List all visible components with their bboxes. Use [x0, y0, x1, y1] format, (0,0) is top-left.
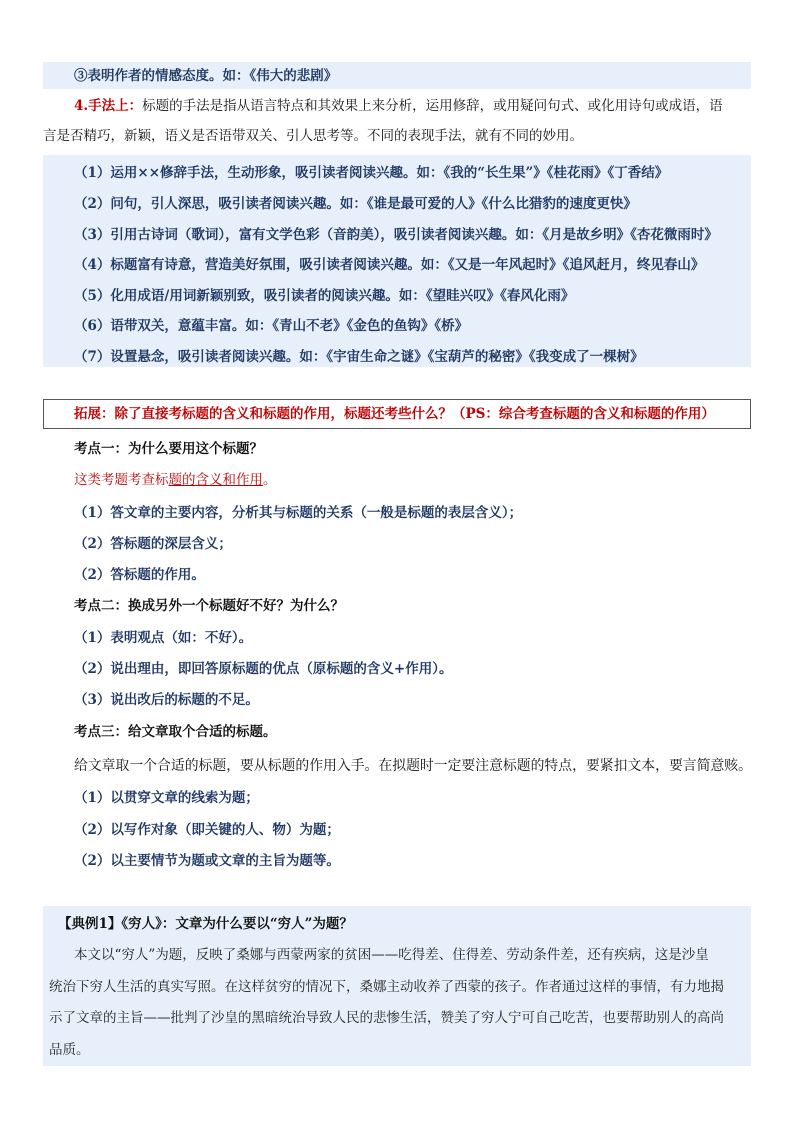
point1-item-1: （1）答文章的主要内容，分析其与标题的关系（一般是标题的表层含义）； — [74, 505, 523, 521]
point1-item-2: （2）答标题的深层含义； — [74, 536, 232, 552]
point2-item-1: （1）表明观点（如：不好）。 — [74, 630, 253, 646]
point3-item-1: （1）以贯穿文章的线索为题； — [74, 790, 259, 806]
section4-line1 — [74, 96, 723, 116]
point1-item-3: （2）答标题的作用。 — [74, 567, 205, 583]
technique-item-3: （3）引用古诗词（歌词），富有文学色彩（音韵美），吸引读者阅读兴趣。如：《月是故乡明》《杏花微雨时》 — [74, 227, 718, 243]
example-title: 【典例1】《穷人》：文章为什么要以“穷人”为题？ — [58, 916, 353, 932]
point2-title: 考点二：换成另外一个标题好不好？为什么？ — [74, 598, 344, 614]
technique-item-5: （5）化用成语/用词新颖别致，吸引读者的阅读兴趣。如：《望眭兴叹》《春风化雨》 — [74, 288, 575, 304]
point1-note — [74, 470, 277, 490]
technique-item-1: （1）运用××修辞手法，生动形象，吸引读者阅读兴趣。如：《我的“长生果”》《桂花雨》《丁香结》 — [74, 165, 669, 181]
section4-text-line1: 标题的手法是指从语言特点和其效果上来分析，运用修辞，或用疑问句式、或化用诗句或成语，语 — [142, 98, 723, 114]
technique-item-6: （6）语带双关，意蕴丰富。如：《青山不老》《金色的鱼钩》《桥》 — [74, 318, 469, 334]
item3-text: ③表明作者的情感态度。如：《伟大的悲剧》 — [74, 68, 338, 84]
technique-item-7: （7）设置悬念，吸引读者阅读兴趣。如：《宇宙生命之谜》《宝葫芦的秘密》《我变成了一棵树》 — [74, 349, 644, 365]
point3-desc: 给文章取一个合适的标题，要从标题的作用入手。在拟题时一定要注意标题的特点，要紧扣文本，要言简意赅。 — [74, 758, 752, 774]
point2-item-2: （2）说出理由，即回答原标题的优点（原标题的含义+作用）。 — [74, 661, 453, 677]
point1-note-prefix: 这类考题考查标 — [74, 472, 169, 488]
point1-note-underlined: 题的含义和作用 — [168, 472, 263, 488]
section4-text-line2: 言是否精巧，新颖，语义是否语带双关、引人思考等。不同的表现手法，就有不同的妙用。 — [43, 128, 583, 144]
point3-item-3: （2）以主要情节为题或文章的主旨为题等。 — [74, 853, 340, 869]
section4-label: 4.手法上： — [74, 98, 143, 114]
example-line-2: 统治下穷人生活的真实写照。在这样贫穷的情况下，桑娜主动收养了西蒙的孩子。作者通过这样的事情，有力地揭 — [49, 979, 724, 995]
point1-title: 考点一：为什么要用这个标题？ — [74, 441, 263, 457]
technique-item-2: （2）问句，引人深思，吸引读者阅读兴趣。如：《谁是最可爱的人》《什么比猎豹的速度更快》 — [74, 196, 637, 212]
example-line-4: 品质。 — [49, 1042, 90, 1058]
example-line-3: 示了文章的主旨——批判了沙皇的黑暗统治导致人民的悲惨生活，赞美了穷人宁可自己吃苦，也要帮助别人的高尚 — [49, 1010, 724, 1026]
extension-text: 拓展：除了直接考标题的含义和标题的作用，标题还考些什么？（PS：综合考查标题的含义和标题的作用） — [74, 406, 715, 422]
technique-item-4: （4）标题富有诗意，营造美好氛围，吸引读者阅读兴趣。如：《又是一年风起时》《追风赶月，终见春山》 — [74, 257, 705, 273]
point3-title: 考点三：给文章取个合适的标题。 — [74, 724, 277, 740]
example-line-1: 本文以“穷人”为题，反映了桑娜与西蒙两家的贫困——吃得差、住得差、劳动条件差，还有疾病，这是沙皇 — [74, 947, 709, 963]
point1-note-suffix: 。 — [263, 472, 277, 488]
point3-item-2: （2）以写作对象（即关键的人、物）为题； — [74, 822, 340, 838]
point2-item-3: （3）说出改后的标题的不足。 — [74, 692, 259, 708]
